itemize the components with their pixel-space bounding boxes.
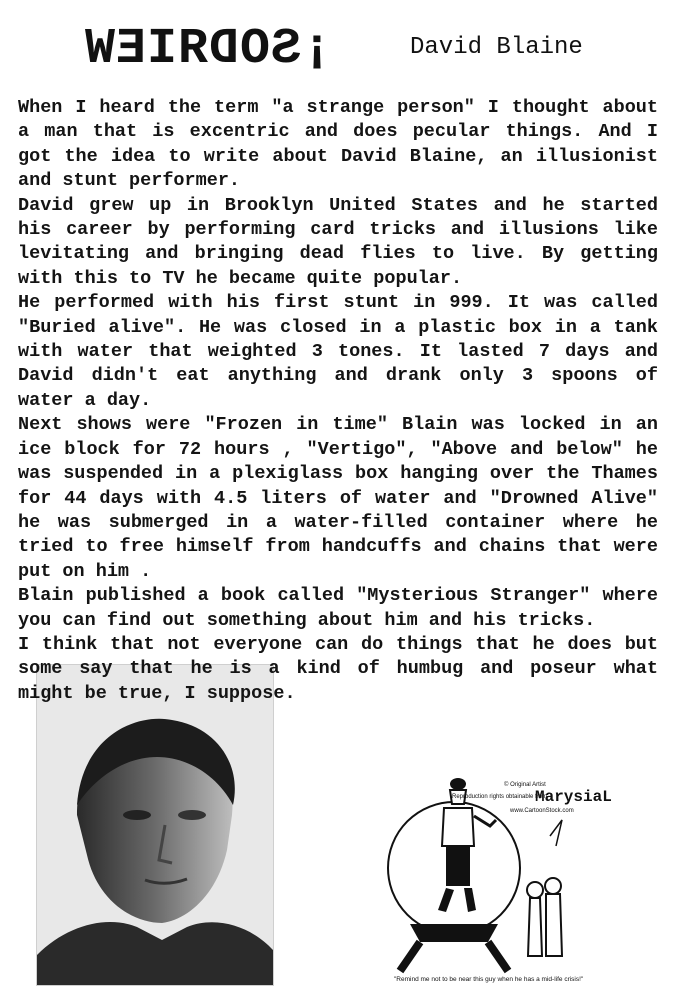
page-title: ¡SODЯIEW xyxy=(83,21,333,78)
portrait-photo xyxy=(36,664,274,986)
paragraph: Blain published a book called "Mysterious Stranger" where you can find out something about him and his tricks. xyxy=(18,585,658,631)
paragraph: Next shows were "Frozen in time" Blain was locked in an ice block for 72 hours , "Vertigo", "Above and below" he was suspended in a plexiglass box hanging over the Thames for 44 days with 4.5 liters of water and "Drowned Alive" he was submerged in a water-filled container where he tried to free himself from handcuffs and chains that were put on him . xyxy=(18,414,658,582)
cartoon-illustration xyxy=(380,776,590,986)
author-name: David Blaine xyxy=(410,34,583,61)
paragraph: When I heard the term "a strange person" I thought about a man that is excentric and does pecular things. And I got the idea to write about David Blaine, an illusionist and stunt performer. xyxy=(18,97,658,192)
article-body xyxy=(18,96,658,706)
paragraph: He performed with his first stunt in 999. It was called "Buried alive". He was closed in a plastic box in a tank with water that weighted 3 tones. It lasted 7 days and David didn't eat anything and drank only 3 spoons of water a day. xyxy=(18,292,658,411)
signature: MarysiaL xyxy=(535,788,612,806)
cartoon-site: www.CartoonStock.com xyxy=(510,808,574,814)
cartoon-caption: "Remind me not to be near this guy when he has a mid-life crisis!" xyxy=(394,976,584,983)
cartoon-copyright: © Original Artist xyxy=(504,782,546,788)
paragraph: David grew up in Brooklyn United States and he started his career by performing card tricks and illusions like levitating and bringing dead flies to live. By getting with this to TV he became quite popular. xyxy=(18,194,658,289)
cartoon-reproduction: Reproduction rights obtainable from xyxy=(452,794,548,800)
paragraph: I think that not everyone can do things that he does but some say that he is a kind of humbug and poseur what might be true, I suppose. xyxy=(18,633,658,704)
